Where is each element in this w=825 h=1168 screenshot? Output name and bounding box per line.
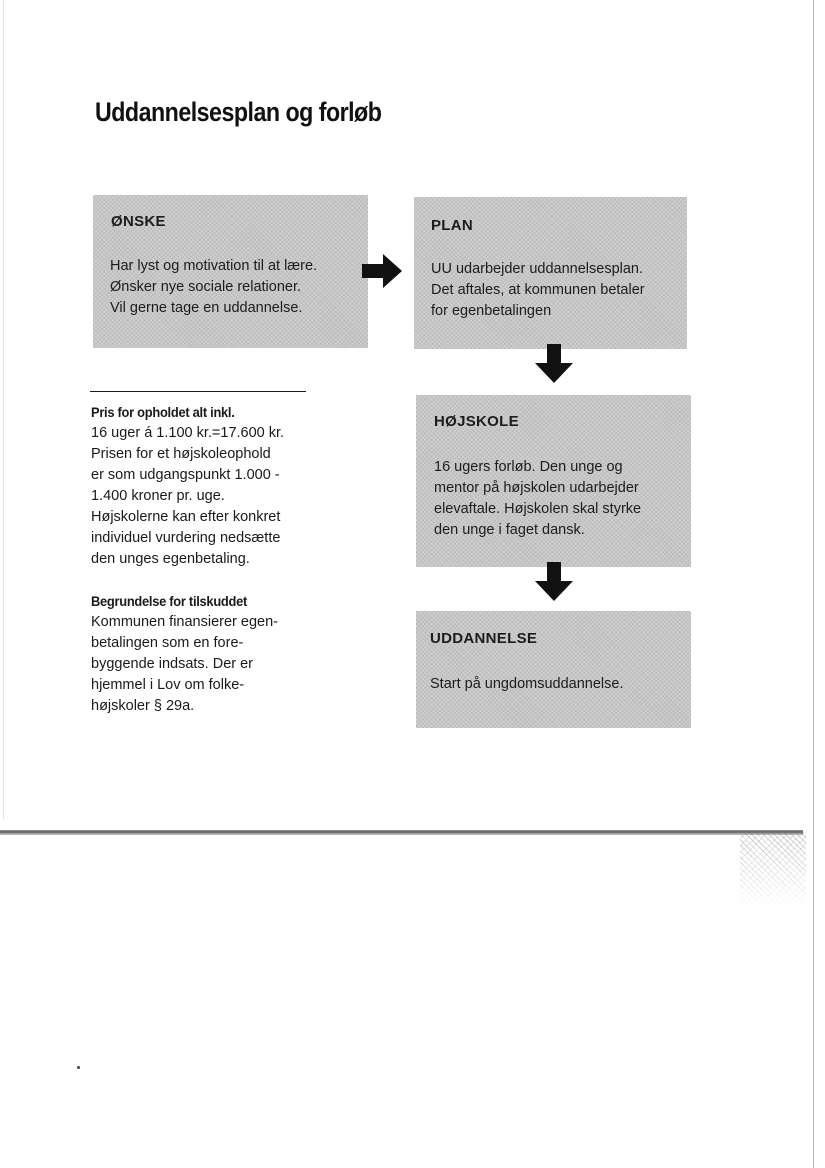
flow-box-heading: PLAN xyxy=(431,217,474,234)
arrow-down-icon xyxy=(533,561,575,603)
text-line: UU udarbejder uddannelsesplan. xyxy=(431,261,644,277)
flow-box-text xyxy=(434,457,641,541)
flow-box-heading: UDDANNELSE xyxy=(430,630,538,647)
text-line: Har lyst og motivation til at lære. xyxy=(110,258,318,274)
flow-box-uddannelse xyxy=(416,611,691,728)
text-line: Det aftales, at kommunen betaler xyxy=(431,282,645,298)
text-line: Kommunen finansierer egen- xyxy=(91,614,278,630)
scan-speck xyxy=(77,1066,80,1069)
section-heading: Pris for opholdet alt inkl. xyxy=(91,404,235,420)
text-line: 16 ugers forløb. Den unge og xyxy=(434,459,623,475)
flow-box-heading: ØNSKE xyxy=(111,213,166,230)
scan-fold-line xyxy=(0,830,803,835)
text-line: Ønsker nye sociale relationer. xyxy=(110,279,302,295)
page-title: Uddannelsesplan og forløb xyxy=(95,97,382,127)
text-line: den unges egenbetaling. xyxy=(91,551,250,567)
sidebar-price-section xyxy=(91,402,321,570)
text-line: hjemmel i Lov om folke- xyxy=(91,677,245,693)
text-line: den unge i faget dansk. xyxy=(434,522,585,538)
flow-box-plan xyxy=(414,197,687,349)
text-line: Vil gerne tage en uddannelse. xyxy=(110,300,303,316)
flow-box-text xyxy=(110,256,317,319)
text-line: højskoler § 29a. xyxy=(91,698,195,714)
text-line: 16 uger á 1.100 kr.=17.600 kr. xyxy=(91,425,285,441)
text-line: Prisen for et højskoleophold xyxy=(91,446,271,462)
scan-noise xyxy=(740,832,806,908)
text-line: mentor på højskolen udarbejder xyxy=(434,480,639,496)
scan-edge-right xyxy=(813,0,814,1168)
flow-box-hojskole xyxy=(416,395,691,567)
scan-edge-left xyxy=(3,0,4,820)
arrow-down-icon xyxy=(533,343,575,385)
text-line: betalingen som en fore- xyxy=(91,635,244,651)
text-line: for egenbetalingen xyxy=(431,303,552,319)
arrow-right-icon xyxy=(360,252,404,290)
text-line: Højskolerne kan efter konkret xyxy=(91,509,281,525)
text-line: er som udgangspunkt 1.000 - xyxy=(91,467,280,483)
text-line: elevaftale. Højskolen skal styrke xyxy=(434,501,642,517)
text-line: byggende indsats. Der er xyxy=(91,656,254,672)
sidebar-grant-section xyxy=(91,591,321,717)
flow-box-text xyxy=(431,259,645,322)
divider xyxy=(90,391,306,392)
text-line: 1.400 kroner pr. uge. xyxy=(91,488,225,504)
flow-box-heading: HØJSKOLE xyxy=(434,413,519,430)
flow-box-text xyxy=(430,674,623,695)
text-line: individuel vurdering nedsætte xyxy=(91,530,281,546)
section-heading: Begrundelse for tilskuddet xyxy=(91,593,247,609)
flow-box-onske xyxy=(93,195,368,348)
text-line: Start på ungdomsuddannelse. xyxy=(430,676,624,692)
